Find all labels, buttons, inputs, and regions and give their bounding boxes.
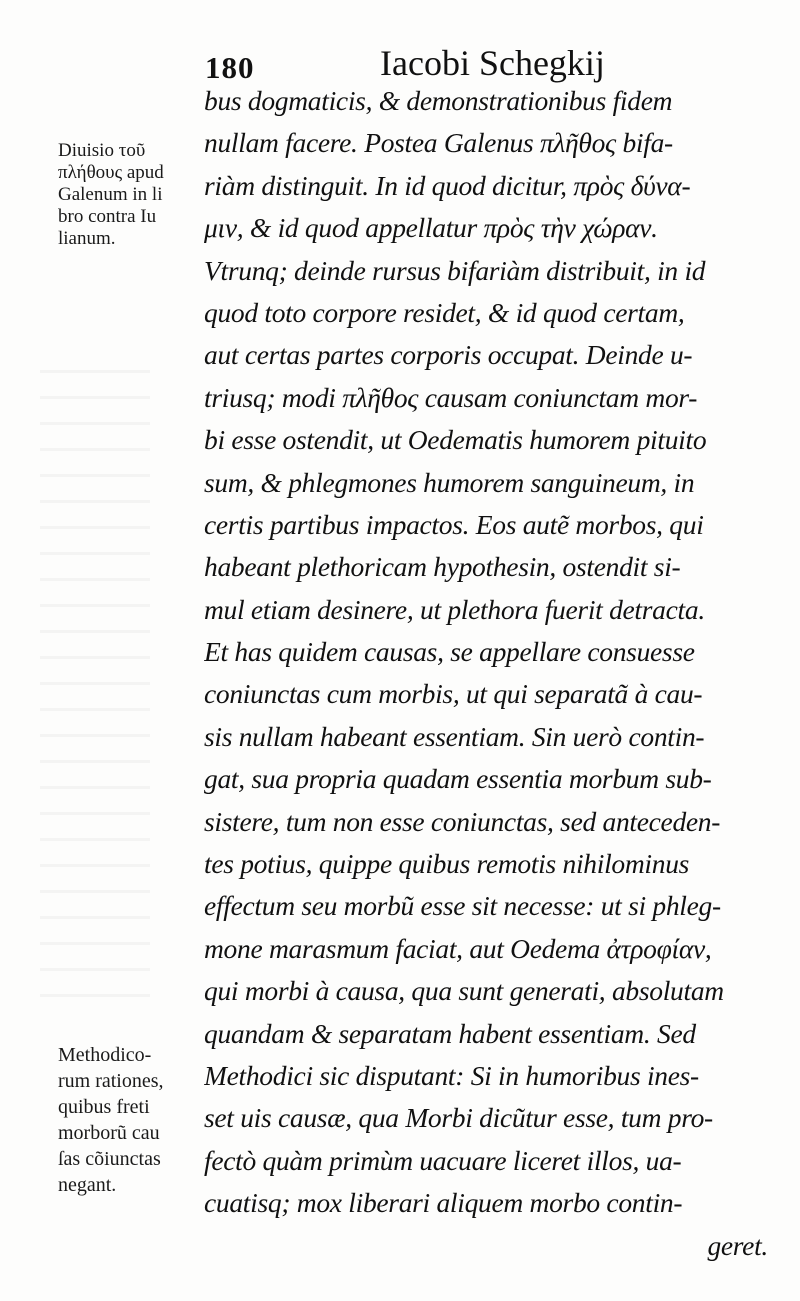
text-line: mone marasmum faciat, aut Oedema ἀτροφίαν,: [204, 932, 712, 964]
text-line: quod toto corpore residet, & id quod certam,: [204, 296, 685, 328]
margin-note-line: rum rationes,: [58, 1070, 164, 1092]
text-line: Et has quidem causas, se appellare consuesse: [204, 636, 695, 668]
text-line: sum, & phlegmones humorem sanguineum, in: [204, 466, 695, 498]
page-number: 180: [205, 50, 255, 85]
text-line: nullam facere. Postea Galenus πλῆθος bifa-: [204, 127, 673, 159]
margin-note-methodici: [58, 1042, 198, 1198]
text-line: effectum seu morbũ esse sit necesse: ut si phleg-: [204, 890, 721, 922]
text-line: quandam & separatam habent essentiam. Sed: [204, 1017, 696, 1049]
text-line: qui morbi à causa, qua sunt generati, absolutam: [204, 975, 724, 1007]
text-line: fectò quàm primùm uacuare liceret illos, ua-: [204, 1144, 682, 1176]
margin-note-line: morborũ cau: [58, 1122, 160, 1144]
text-line: bi esse ostendit, ut Oedematis humorem pituito: [204, 424, 707, 456]
catchword: geret.: [707, 1229, 768, 1261]
text-line: riàm distinguit. In id quod dicitur, πρὸς δύνα-: [204, 169, 691, 201]
text-line: triusq; modi πλῆθος causam coniunctam mor-: [204, 381, 698, 413]
text-line: sistere, tum non esse coniunctas, sed anteceden-: [204, 805, 721, 837]
margin-note-line: ſas cõiunctas: [58, 1148, 161, 1170]
main-text-block: [204, 80, 776, 1267]
text-line: cuatisq; mox liberari aliquem morbo contin-: [204, 1187, 683, 1219]
text-line: bus dogmaticis, & demonstrationibus fidem: [204, 85, 673, 116]
text-line: gat, sua propria quadam essentia morbum sub-: [204, 763, 712, 795]
margin-note-division: [58, 140, 198, 250]
text-line: μιν, & id quod appellatur πρὸς τὴν χώραν.: [204, 212, 658, 244]
text-line: sis nullam habeant essentiam. Sin uerò contin-: [204, 720, 705, 752]
margin-note-line: lianum.: [58, 228, 116, 249]
margin-note-line: Methodico-: [58, 1044, 152, 1066]
text-line: habeant plethoricam hypothesin, ostendit si-: [204, 551, 681, 583]
text-line: tes potius, quippe quibus remotis nihilominus: [204, 848, 690, 880]
text-line: certis partibus impactos. Eos autẽ morbos, qui: [204, 508, 704, 540]
margin-note-line: πλήθους apud: [58, 162, 164, 183]
text-line: set uis causæ, qua Morbi dicũtur esse, tum pro-: [204, 1102, 713, 1134]
running-head: Iacobi Schegkij: [380, 43, 605, 83]
margin-note-line: quibus freti: [58, 1096, 150, 1118]
margin-note-line: bro contra Iu: [58, 206, 157, 227]
margin-note-line: Diuisio τοῦ: [58, 140, 146, 161]
text-line: coniunctas cum morbis, ut qui separatã à cau-: [204, 678, 703, 710]
margin-note-line: negant.: [58, 1174, 117, 1196]
text-line: Methodici sic disputant: Si in humoribus ines-: [204, 1059, 699, 1091]
text-line: mul etiam desinere, ut plethora fuerit detracta.: [204, 593, 705, 625]
show-through-text: [40, 370, 150, 1010]
margin-note-line: Galenum in li: [58, 184, 163, 205]
text-line: Vtrunq; deinde rursus bifariàm distribuit, in id: [204, 254, 706, 286]
text-line: aut certas partes corporis occupat. Deinde u-: [204, 339, 693, 371]
